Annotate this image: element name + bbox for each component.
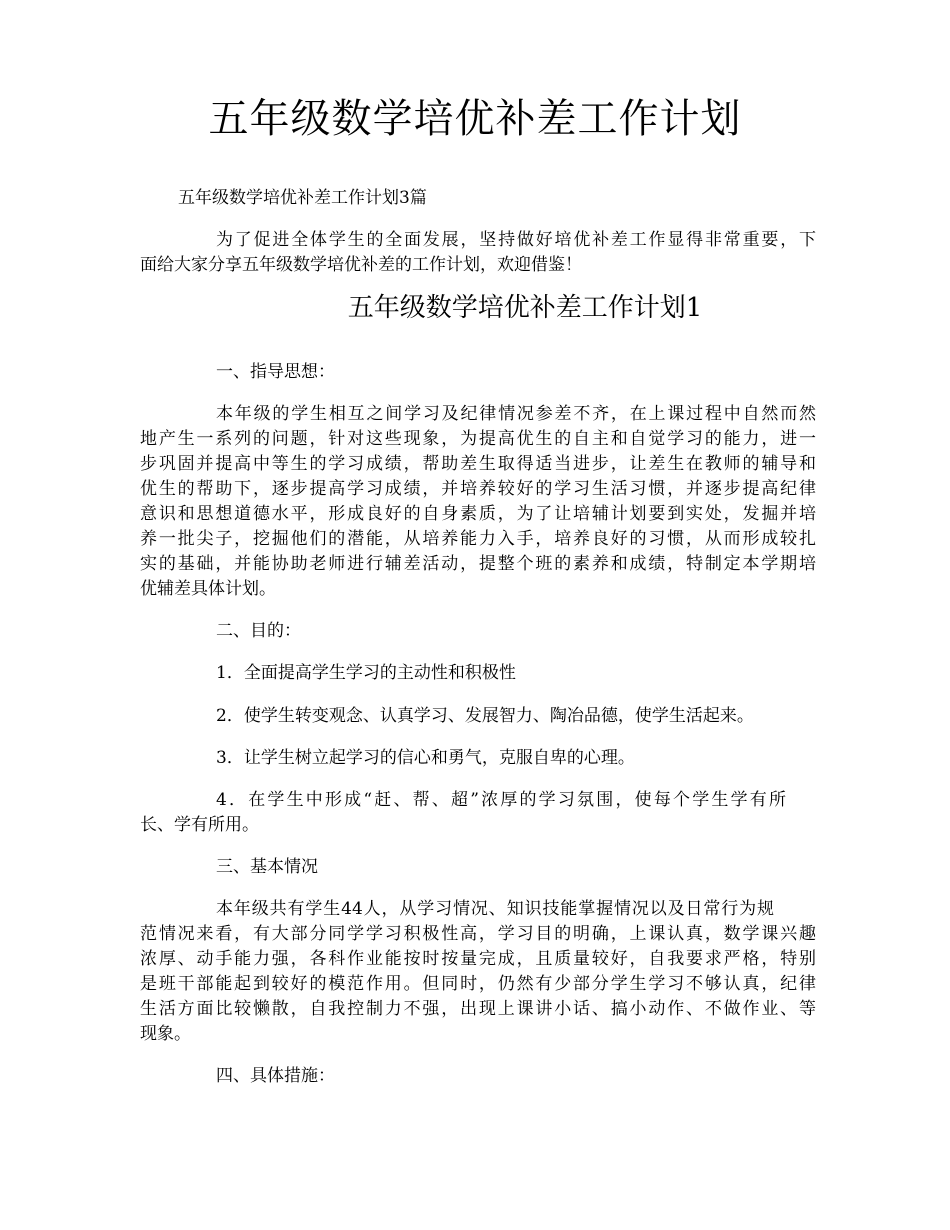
guiding-line-7: 实的基础，并能协助老师进行辅差活动，提整个班的素养和成绩，特制定本学期培	[140, 554, 816, 574]
guiding-line-2: 地产生一系列的问题，针对这些现象，为提高优生的自主和自觉学习的能力，进一	[140, 429, 816, 449]
basic-line-1: 本年级共有学生44人，从学习情况、知识技能掌握情况以及日常行为规	[216, 899, 774, 919]
heading-basic-situation: 三、基本情况	[216, 857, 318, 877]
basic-line-4: 是班干部能起到较好的模范作用。但同时，仍然有少部分学生学习不够认真，纪律	[140, 974, 816, 994]
intro-line-2: 面给大家分享五年级数学培优补差的工作计划，欢迎借鉴！	[140, 255, 582, 275]
goal-item-2: 2．使学生转变观念、认真学习、发展智力、陶冶品德，使学生活起来。	[216, 706, 754, 726]
goal-item-3: 3．让学生树立起学习的信心和勇气，克服自卑的心理。	[216, 748, 635, 768]
goal-item-4-line-1: 4．在学生中形成“赶、帮、超”浓厚的学习氛围，使每个学生学有所	[216, 790, 786, 810]
goal-item-1: 1．全面提高学生学习的主动性和积极性	[216, 663, 516, 683]
guiding-line-5: 意识和思想道德水平，形成良好的自身素质，为了让培辅计划要到实处，发掘并培	[140, 504, 816, 524]
guiding-line-1: 本年级的学生相互之间学习及纪律情况参差不齐，在上课过程中自然而然	[216, 404, 816, 424]
guiding-line-3: 步巩固并提高中等生的学习成绩，帮助差生取得适当进步，让差生在教师的辅导和	[140, 454, 816, 474]
basic-line-3: 浓厚、动手能力强，各科作业能按时按量完成，且质量较好，自我要求严格，特别	[140, 949, 816, 969]
heading-goals: 二、目的：	[216, 621, 301, 641]
basic-line-6: 现象。	[140, 1024, 191, 1044]
goal-item-4-line-2: 长、学有所用。	[140, 815, 259, 835]
basic-line-2: 范情况来看，有大部分同学学习积极性高，学习目的明确，上课认真，数学课兴趣	[140, 924, 816, 944]
section-title: 五年级数学培优补差工作计划1	[347, 293, 703, 323]
heading-measures: 四、具体措施：	[216, 1066, 335, 1086]
guiding-line-4: 优生的帮助下，逐步提高学习成绩，并培养较好的学习生活习惯，并逐步提高纪律	[140, 479, 816, 499]
document-title: 五年级数学培优补差工作计划	[208, 96, 742, 142]
basic-line-5: 生活方面比较懒散，自我控制力不强，出现上课讲小话、搞小动作、不做作业、等	[140, 999, 816, 1019]
guiding-line-6: 养一批尖子，挖掘他们的潜能，从培养能力入手，培养良好的习惯，从而形成较扎	[140, 529, 816, 549]
guiding-line-8: 优辅差具体计划。	[140, 579, 276, 599]
intro-line-1: 为了促进全体学生的全面发展，坚持做好培优补差工作显得非常重要，下	[216, 230, 816, 250]
heading-guiding-thought: 一、指导思想：	[216, 362, 335, 382]
document-subtitle: 五年级数学培优补差工作计划3篇	[178, 188, 427, 208]
